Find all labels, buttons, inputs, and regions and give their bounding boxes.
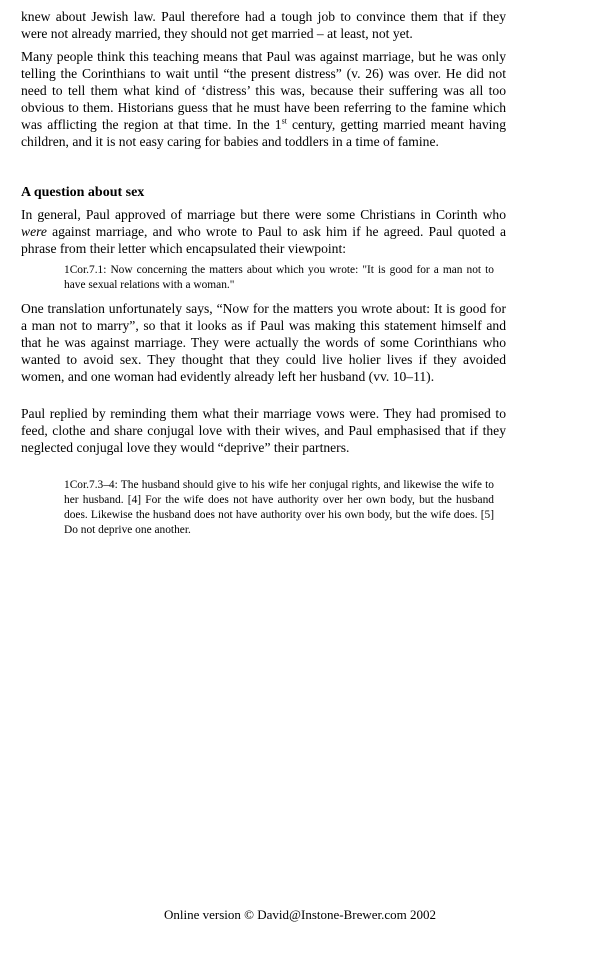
ordinal-superscript: st — [281, 116, 287, 126]
section-heading: A question about sex — [21, 185, 145, 200]
paragraph-2-text — [21, 48, 506, 150]
block-quote-2 — [64, 478, 494, 538]
paragraph-4 — [21, 300, 506, 385]
paragraph-3-text-a: In general, Paul approved of marriage but there were some Christians in Corinth who — [21, 207, 506, 222]
paragraph-3-text — [21, 206, 506, 257]
paragraph-5-text: Paul replied by reminding them what their marriage vows were. They had promised to feed, clothe and share conjugal love with their wives, and Paul emphasised that if they neglected conjugal love they would “deprive” their partners. — [21, 406, 506, 455]
paragraph-2 — [21, 48, 506, 150]
paragraph-1-text: knew about Jewish law. Paul therefore had a tough job to convince them that if they were not already married, they should not get married – at least, not yet. — [21, 9, 506, 41]
block-quote-1 — [64, 263, 494, 293]
emphasis-were: were — [21, 224, 47, 239]
paragraph-3 — [21, 206, 506, 257]
paragraph-2-text-b: century, getting married meant having children, and it is not easy caring for babies and toddlers in a time of famine. — [21, 117, 506, 149]
block-quote-2-text: 1Cor.7.3–4: The husband should give to his wife her conjugal rights, and likewise the wife to her husband. [4] For the wife does not have authority over her own body, but the husband does. Likewise the husband does not have authority over his own body, but the wife does. [5] Do not deprive one another. — [64, 479, 494, 536]
paragraph-5 — [21, 405, 506, 456]
block-quote-1-text: 1Cor.7.1: Now concerning the matters about which you wrote: "It is good for a man not to have sexual relations with a woman." — [64, 264, 494, 291]
paragraph-2-text-a: Many people think this teaching means that Paul was against marriage, but he was only telling the Corinthians to wait until “the present distress” (v. 26) was over. He did not need to tell them what kind of ‘distress’ this was, because their suffering was all too obvious to them. Historians guess that he must have been referring to the famine which was afflicting the region at that time. In the 1 — [21, 49, 506, 132]
page-footer: Online version © David@Instone-Brewer.com 2002 — [163, 907, 437, 922]
paragraph-1 — [21, 8, 506, 42]
paragraph-4-text: One translation unfortunately says, “Now for the matters you wrote about: It is good for a man not to marry”, so that it looks as if Paul was making this statement himself and that he was against marriage. They were actually the words of some Corinthians who wanted to avoid sex. They thought that they could live holier lives if they avoided women, and one woman had evidently already left her husband (vv. 10–11). — [21, 301, 506, 384]
paragraph-3-text-b: against marriage, and who wrote to Paul to ask him if he agreed. Paul quoted a phrase from their letter which encapsulated their viewpoint: — [21, 224, 506, 256]
